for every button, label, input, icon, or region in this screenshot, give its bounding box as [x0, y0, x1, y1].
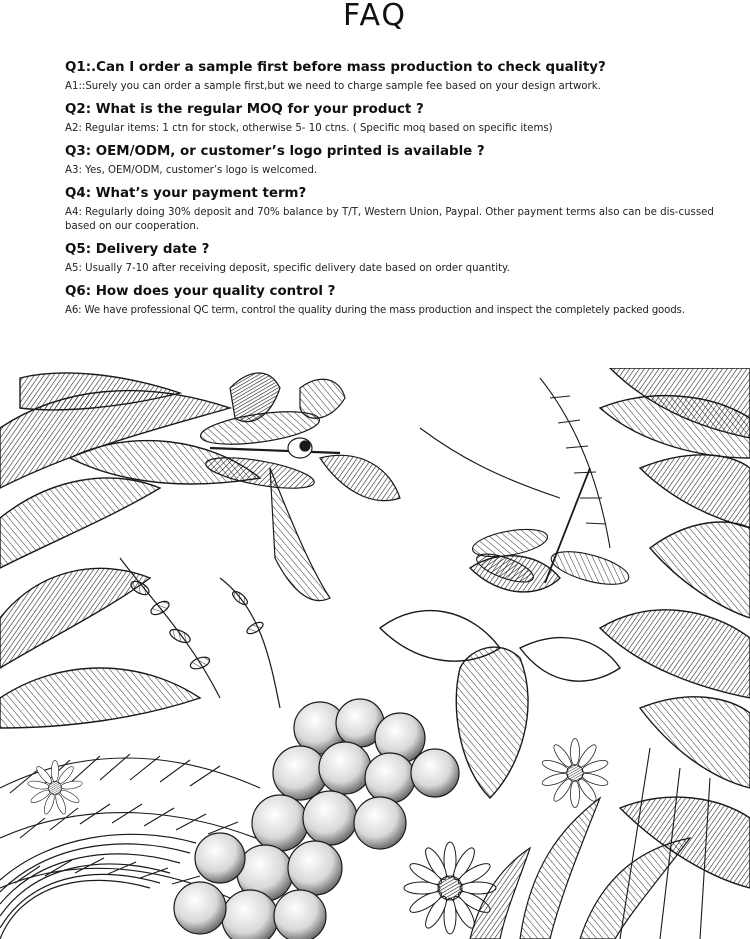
faq-question-1: Q1:.Can I order a sample first before mass production to check quality? [65, 60, 606, 75]
faq-item-2 [65, 101, 730, 136]
botanical-engraving-illustration-icon [0, 368, 750, 939]
faq-list [65, 59, 730, 318]
faq-item-3 [65, 143, 730, 178]
faq-item-6 [65, 283, 730, 318]
faq-answer-3: A3: Yes, OEM/ODM, customer’s logo is welcomed. [65, 165, 318, 176]
faq-question-3: Q3: OEM/ODM, or customer’s logo printed is available ? [65, 144, 485, 159]
faq-item-4 [65, 185, 730, 234]
faq-item-5 [65, 241, 730, 276]
faq-item-1 [65, 59, 730, 94]
faq-question-4: Q4: What’s your payment term? [65, 186, 307, 201]
page-title: FAQ [342, 0, 408, 33]
faq-answer-4: A4: Regularly doing 30% deposit and 70% balance by T/T, Western Union, Paypal. Other payment terms also can be dis-cussed based on our cooperation. [65, 207, 714, 232]
faq-answer-5: A5: Usually 7-10 after receiving deposit, specific delivery date based on order quantity. [65, 263, 510, 274]
faq-question-5: Q5: Delivery date ? [65, 242, 210, 257]
faq-answer-2: A2: Regular items: 1 ctn for stock, otherwise 5- 10 ctns. ( Specific moq based on specific items) [65, 123, 553, 134]
botanical-illustration [0, 368, 750, 939]
faq-question-2: Q2: What is the regular MOQ for your product ? [65, 102, 424, 117]
faq-answer-6: A6: We have professional QC term, control the quality during the mass production and inspect the completely packed goods. [65, 305, 685, 316]
faq-question-6: Q6: How does your quality control ? [65, 284, 336, 299]
faq-answer-1: A1::Surely you can order a sample first,but we need to charge sample fee based on your design artwork. [65, 81, 601, 92]
